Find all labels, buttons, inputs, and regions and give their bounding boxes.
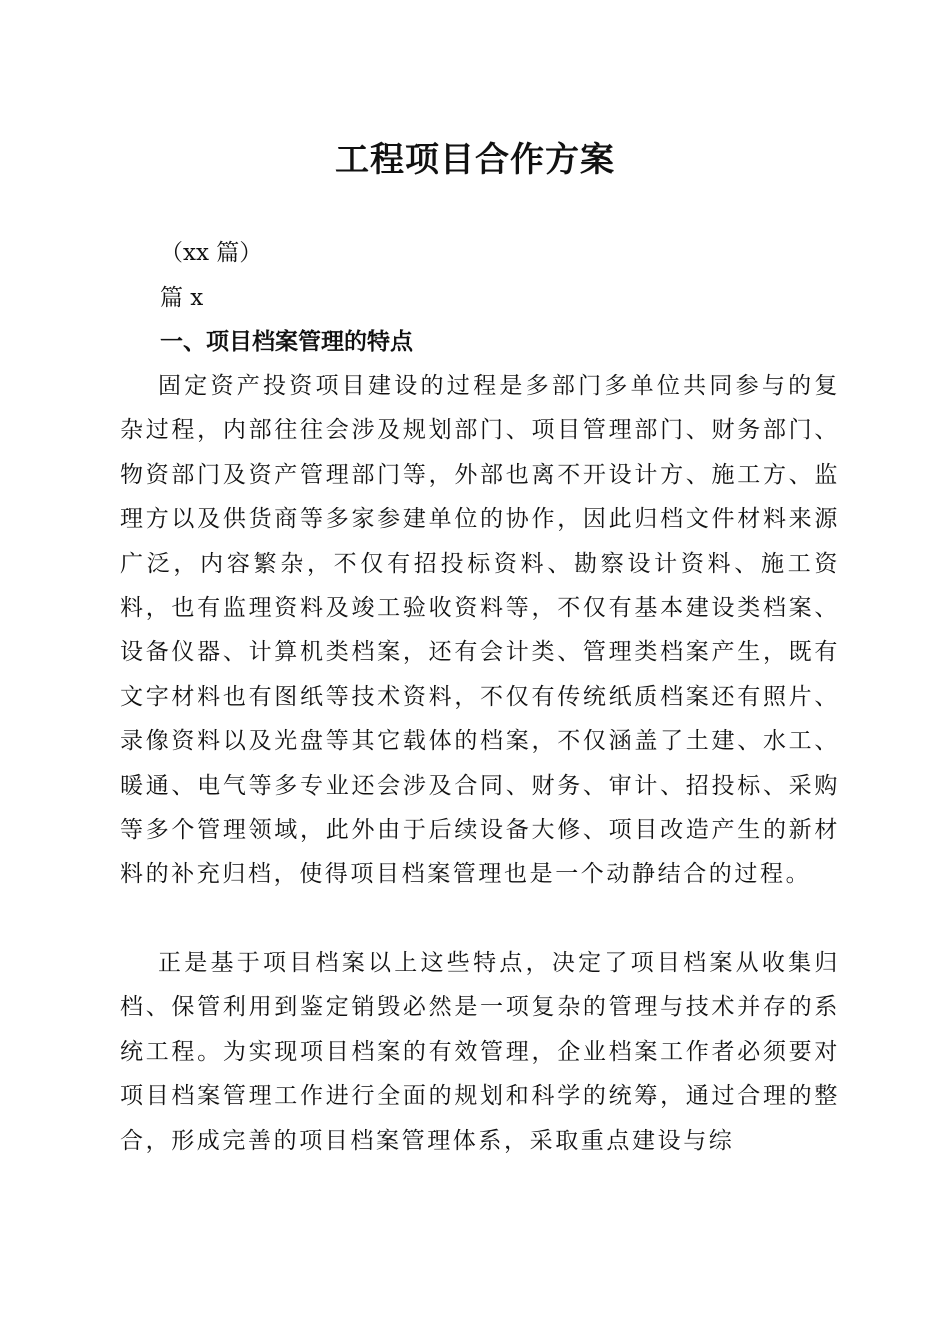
document-subtitle: （xx 篇） <box>160 240 263 266</box>
chapter-label: 篇 x <box>160 285 204 311</box>
document-title: 工程项目合作方案 <box>335 140 615 180</box>
body-paragraph: 固定资产投资项目建设的过程是多部门多单位共同参与的复杂过程，内部往往会涉及规划部门、项目管理部门、财务部门、物资部门及资产管理部门等，外部也离不开设计方、施工方、监理方以及供货商等多家参建单位的协作，因此归档文件材料来源广泛，内容繁杂，不仅有招投标资料、勘察设计资料、施工资料，也有监理资料及竣工验收资料等，不仅有基本建设类档案、设备仪器、计算机类档案，还有会计类、管理类档案产生，既有文字材料也有图纸等技术资料，不仅有传统纸质档案还有照片、录像资料以及光盘等其它载体的档案，不仅涵盖了土建、水工、暖通、电气等多专业还会涉及合同、财务、审计、招投标、采购等多个管理领域，此外由于后续设备大修、项目改造产生的新材料的补充归档，使得项目档案管理也是一个动静结合的过程。 <box>120 373 840 888</box>
section-heading: 一、项目档案管理的特点 <box>160 329 413 355</box>
body-paragraph: 正是基于项目档案以上这些特点，决定了项目档案从收集归档、保管利用到鉴定销毁必然是一项复杂的管理与技术并存的系统工程。为实现项目档案的有效管理，企业档案工作者必须要对项目档案管理工作进行全面的规划和科学的统筹，通过合理的整合，形成完善的项目档案管理体系，采取重点建设与综 <box>120 950 840 1154</box>
